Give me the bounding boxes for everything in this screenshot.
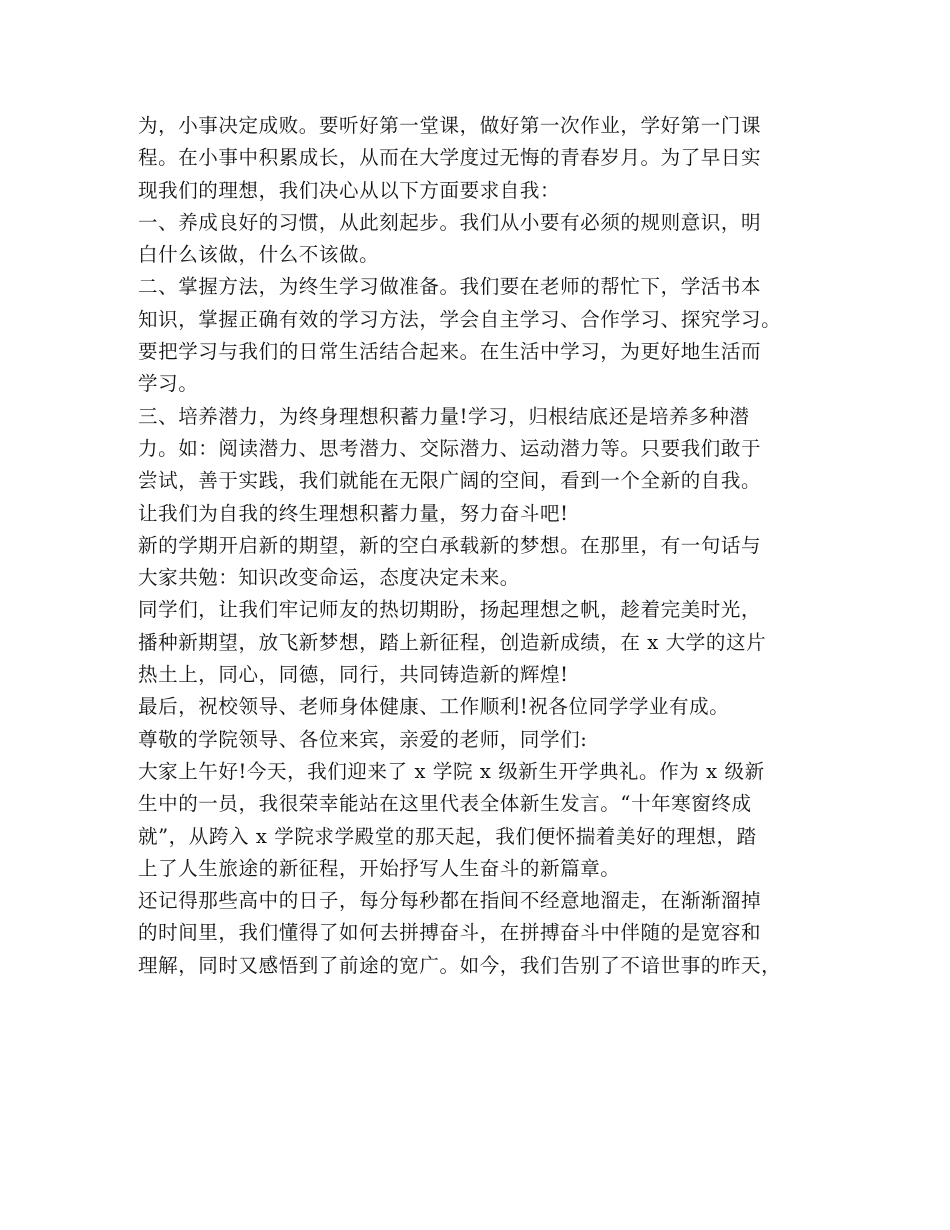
text-line: 同学们，让我们牢记师友的热切期盼，扬起理想之帆，趁着完美时光，: [138, 598, 762, 622]
text-line: 的时间里，我们懂得了如何去拼搏奋斗，在拼搏奋斗中伴随的是宽容和: [138, 921, 762, 945]
text-line: 程。在小事中积累成长，从而在大学度过无悔的青春岁月。为了早日实: [138, 146, 762, 170]
text-line: 播种新期望，放飞新梦想，踏上新征程，创造新成绩，在 x 大学的这片: [138, 630, 767, 654]
text-line: 要把学习与我们的日常生活结合起来。在生活中学习，为更好地生活而: [138, 340, 762, 364]
document-body: [138, 110, 838, 982]
text-line: 上了人生旅途的新征程，开始抒写人生奋斗的新篇章。: [138, 856, 621, 880]
text-line: 尝试，善于实践，我们就能在无限广阔的空间，看到一个全新的自我。: [138, 469, 762, 493]
text-line: 新的学期开启新的期望，新的空白承载新的梦想。在那里，有一句话与: [138, 533, 762, 557]
text-line: 最后，祝校领导、老师身体健康、工作顺利!祝各位同学学业有成。: [138, 695, 730, 719]
text-line: 三、培养潜力，为终身理想积蓄力量!学习，归根结底还是培养多种潜: [138, 404, 750, 428]
text-line: 为，小事决定成败。要听好第一堂课，做好第一次作业，学好第一门课: [138, 114, 762, 137]
text-line: 尊敬的学院领导、各位来宾，亲爱的老师，同学们:: [138, 727, 588, 751]
text-line: 让我们为自我的终生理想积蓄力量，努力奋斗吧!: [138, 501, 569, 525]
text-line: 生中的一员，我很荣幸能站在这里代表全体新生发言。“十年寒窗终成: [138, 792, 752, 816]
text-line: 大家共勉：知识改变命运，态度决定未来。: [138, 566, 520, 590]
text-line: 白什么该做，什么不该做。: [138, 243, 380, 267]
text-line: 力。如：阅读潜力、思考潜力、交际潜力、运动潜力等。只要我们敢于: [138, 436, 762, 460]
text-line: 还记得那些高中的日子，每分每秒都在指间不经意地溜走，在渐渐溜掉: [138, 889, 762, 913]
text-line: 热土上，同心，同德，同行，共同铸造新的辉煌!: [138, 663, 569, 687]
text-line: 理解，同时又感悟到了前途的宽广。如今，我们告别了不谙世事的昨天，: [138, 953, 782, 977]
text-line: 大家上午好!今天，我们迎来了 x 学院 x 级新生开学典礼。作为 x 级新: [138, 759, 765, 783]
text-line: 学习。: [138, 372, 199, 396]
text-line: 一、养成良好的习惯，从此刻起步。我们从小要有必须的规则意识，明: [138, 210, 762, 234]
text-line: 二、掌握方法，为终生学习做准备。我们要在老师的帮忙下，学活书本: [138, 275, 762, 299]
text-line: 现我们的理想，我们决心从以下方面要求自我：: [138, 178, 561, 202]
text-line: 知识，掌握正确有效的学习方法，学会自主学习、合作学习、探究学习。: [138, 307, 782, 331]
text-line: 就”，从跨入 x 学院求学殿堂的那天起，我们便怀揣着美好的理想，踏: [138, 824, 757, 848]
